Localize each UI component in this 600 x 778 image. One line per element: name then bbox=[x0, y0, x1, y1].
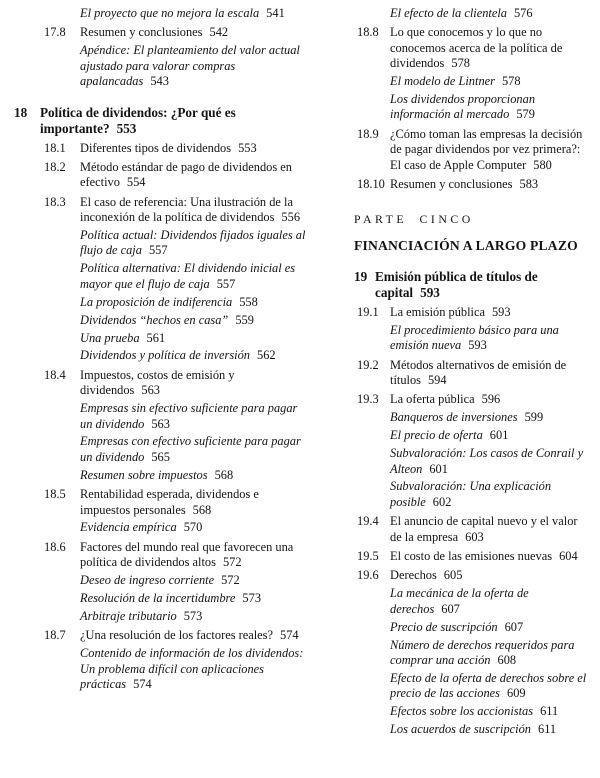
entry-page-number: 607 bbox=[441, 601, 460, 616]
entry-body bbox=[390, 586, 529, 615]
toc-section-entry bbox=[357, 392, 592, 407]
entry-body bbox=[80, 261, 295, 290]
toc-section-entry bbox=[357, 568, 592, 583]
entry-title: Política actual: Dividendos fijados iguales al flujo de caja bbox=[80, 228, 306, 258]
entry-body bbox=[390, 620, 523, 634]
entry-body bbox=[390, 671, 586, 700]
entry-title: El precio de oferta bbox=[390, 428, 483, 443]
entry-title: Efecto de la oferta de derechos sobre el precio de las acciones bbox=[390, 670, 587, 701]
toc-section-entry bbox=[44, 160, 306, 191]
entry-page-number: 573 bbox=[183, 609, 203, 623]
entry-title: Derechos bbox=[390, 568, 437, 583]
toc-sub-entry bbox=[390, 74, 592, 89]
entry-page-number: 580 bbox=[533, 157, 552, 172]
entry-title: Contenido de información de los dividendos: Un problema difícil con aplicaciones prácticas bbox=[80, 646, 304, 692]
entry-body bbox=[390, 305, 592, 320]
entry-body bbox=[354, 238, 578, 253]
toc-section-entry bbox=[44, 540, 306, 571]
entry-title: Los dividendos proporcionan información al mercado bbox=[390, 92, 536, 122]
entry-body bbox=[80, 540, 306, 571]
entry-title: Deseo de ingreso corriente bbox=[80, 573, 215, 588]
entry-body bbox=[390, 410, 543, 424]
entry-title: Resumen sobre impuestos bbox=[80, 467, 208, 482]
entry-page-number: 543 bbox=[150, 74, 169, 89]
entry-page-number: 554 bbox=[126, 175, 146, 190]
entry-title: Emisión pública de títulos de capital bbox=[375, 268, 538, 300]
entry-body bbox=[390, 25, 592, 71]
entry-body bbox=[390, 428, 508, 442]
toc-chapter-entry bbox=[354, 269, 592, 301]
entry-number: 18.4 bbox=[44, 367, 66, 382]
entry-body bbox=[80, 348, 276, 362]
entry-number: 18.3 bbox=[44, 194, 66, 209]
entry-title: Resumen y conclusiones bbox=[390, 177, 513, 192]
entry-body bbox=[80, 331, 165, 345]
entry-page-number: 578 bbox=[501, 74, 521, 89]
entry-title: Lo que conocemos y lo que no conocemos acerca de la política de dividendos bbox=[390, 25, 563, 71]
toc-sub-entry bbox=[390, 722, 592, 737]
entry-page-number: 583 bbox=[519, 177, 539, 192]
entry-title: Precio de suscripción bbox=[390, 619, 498, 634]
entry-number: 19 bbox=[354, 268, 368, 284]
entry-title: ¿Cómo toman las empresas la decisión de pagar dividendos por vez primera?: El caso de Apple Computer bbox=[390, 126, 583, 172]
entry-body bbox=[80, 628, 306, 643]
entry-title: Arbitraje tributario bbox=[80, 609, 177, 623]
entry-page-number: 574 bbox=[280, 628, 299, 643]
entry-title: Factores del mundo real que favorecen una política de dividendos altos bbox=[80, 539, 294, 570]
toc-sub-entry bbox=[80, 6, 306, 21]
entry-title: Método estándar de pago de dividendos en efectivo bbox=[80, 159, 292, 190]
entry-page-number: 557 bbox=[148, 243, 168, 258]
toc-sub-entry bbox=[390, 671, 592, 702]
entry-number: 19.1 bbox=[357, 304, 379, 319]
entry-body bbox=[390, 568, 592, 583]
toc-sub-entry bbox=[80, 609, 306, 624]
entry-number: 17.8 bbox=[44, 25, 66, 40]
entry-body bbox=[390, 479, 551, 508]
entry-page-number: 599 bbox=[524, 410, 544, 425]
toc-section-entry bbox=[357, 514, 592, 545]
toc-sub-entry bbox=[80, 348, 306, 363]
toc-section-entry bbox=[357, 358, 592, 389]
entry-body bbox=[80, 25, 306, 40]
entry-page-number: 562 bbox=[257, 348, 276, 363]
entry-body bbox=[80, 487, 306, 518]
entry-title: El anuncio de capital nuevo y el valor de la empresa bbox=[390, 514, 578, 544]
entry-body bbox=[80, 646, 303, 691]
toc-sub-entry bbox=[80, 401, 306, 432]
entry-page-number: 572 bbox=[221, 573, 240, 588]
entry-body bbox=[354, 212, 474, 226]
entry-body bbox=[390, 722, 556, 736]
entry-title: El caso de referencia: Una ilustración de la inconexión de la política de dividendos bbox=[80, 194, 293, 225]
entry-body bbox=[375, 269, 592, 301]
entry-page-number: 563 bbox=[141, 383, 160, 398]
entry-page-number: 602 bbox=[432, 494, 452, 509]
entry-title: Apéndice: El planteamiento del valor actual ajustado para valorar compras apalancadas bbox=[80, 43, 300, 89]
entry-page-number: 576 bbox=[513, 6, 533, 20]
entry-body bbox=[390, 323, 559, 352]
entry-page-number: 573 bbox=[242, 591, 262, 606]
entry-number: 18.5 bbox=[44, 487, 66, 502]
entry-number: 18.6 bbox=[44, 539, 66, 554]
entry-number: 18.7 bbox=[44, 628, 66, 643]
toc-sub-entry bbox=[80, 331, 306, 346]
entry-number: 18 bbox=[14, 104, 28, 120]
entry-body bbox=[80, 591, 261, 605]
toc-sub-entry bbox=[390, 6, 592, 21]
entry-page-number: 563 bbox=[151, 416, 170, 431]
entry-body bbox=[80, 313, 254, 327]
toc-sub-entry bbox=[80, 295, 306, 310]
toc-section-entry bbox=[44, 368, 306, 399]
entry-number: 18.1 bbox=[44, 140, 66, 155]
toc-column-right bbox=[354, 6, 592, 774]
entry-page-number: 572 bbox=[222, 555, 242, 570]
entry-title: Rentabilidad esperada, dividendos e impuestos personales bbox=[80, 487, 259, 517]
entry-title: El costo de las emisiones nuevas bbox=[390, 549, 553, 564]
entry-body bbox=[390, 177, 592, 192]
entry-title: Empresas con efectivo suficiente para pagar un dividendo bbox=[80, 434, 301, 464]
entry-title: Política de dividendos: ¿Por qué es importante? bbox=[40, 104, 236, 136]
entry-body bbox=[390, 446, 583, 475]
entry-title: PARTE CINCO bbox=[354, 212, 474, 227]
entry-page-number: 607 bbox=[504, 619, 524, 634]
entry-title: ¿Una resolución de los factores reales? bbox=[80, 628, 273, 643]
entry-body bbox=[80, 160, 306, 191]
entry-body bbox=[390, 549, 592, 564]
toc-sub-entry bbox=[80, 573, 306, 588]
entry-body bbox=[80, 43, 300, 88]
toc-sub-entry bbox=[80, 468, 306, 483]
entry-body bbox=[80, 368, 306, 399]
entry-body bbox=[390, 127, 592, 173]
entry-body bbox=[80, 141, 306, 156]
toc-section-entry bbox=[44, 487, 306, 518]
toc-sub-entry bbox=[390, 620, 592, 635]
toc-sub-entry bbox=[80, 313, 306, 328]
entry-page-number: 611 bbox=[538, 722, 557, 737]
toc-sub-entry bbox=[80, 228, 306, 259]
entry-page-number: 568 bbox=[192, 502, 212, 517]
toc-section-entry bbox=[357, 177, 592, 192]
toc-section-entry bbox=[357, 549, 592, 564]
entry-body bbox=[390, 392, 592, 407]
entry-page-number: 541 bbox=[266, 6, 285, 20]
entry-page-number: 593 bbox=[468, 338, 487, 353]
entry-page-number: 593 bbox=[491, 304, 511, 319]
toc-section-entry bbox=[357, 25, 592, 71]
entry-page-number: 578 bbox=[451, 56, 470, 71]
entry-body bbox=[80, 434, 301, 463]
entry-number: 19.3 bbox=[357, 392, 379, 407]
entry-page-number: 559 bbox=[235, 312, 254, 327]
entry-title: Política alternativa: El dividendo inicial es mayor que el flujo de caja bbox=[80, 261, 296, 291]
entry-title: Resolución de la incertidumbre bbox=[80, 591, 236, 606]
toc-section-entry bbox=[357, 305, 592, 320]
entry-title: Una prueba bbox=[80, 330, 140, 345]
toc-sub-entry bbox=[390, 92, 592, 123]
entry-page-number: 556 bbox=[281, 210, 301, 225]
entry-title: Subvaloración: Los casos de Conrail y Alteon bbox=[390, 446, 584, 476]
entry-title: Empresas sin efectivo suficiente para pagar un dividendo bbox=[80, 401, 298, 431]
toc-sub-entry bbox=[80, 43, 306, 89]
toc-sub-entry bbox=[80, 261, 306, 292]
toc-sub-entry bbox=[80, 646, 306, 692]
toc-section-entry bbox=[44, 628, 306, 643]
entry-page-number: 605 bbox=[443, 568, 463, 583]
entry-page-number: 553 bbox=[238, 140, 257, 155]
toc-section-entry bbox=[357, 127, 592, 173]
entry-body bbox=[80, 228, 305, 257]
entry-title: La oferta pública bbox=[390, 392, 475, 407]
entry-number: 19.4 bbox=[357, 514, 379, 529]
entry-page-number: 574 bbox=[133, 677, 152, 692]
entry-title: Dividendos “hechos en casa” bbox=[80, 312, 229, 327]
entry-body bbox=[80, 468, 233, 482]
entry-title: FINANCIACIÓN A LARGO PLAZO bbox=[354, 237, 578, 253]
entry-number: 18.8 bbox=[357, 25, 379, 40]
toc-sub-entry bbox=[80, 520, 306, 535]
toc-sub-entry bbox=[390, 704, 592, 719]
entry-page-number: 601 bbox=[429, 461, 448, 476]
entry-number: 18.10 bbox=[357, 177, 385, 192]
entry-number: 19.5 bbox=[357, 549, 379, 564]
entry-title: El modelo de Lintner bbox=[390, 74, 495, 89]
entry-body bbox=[80, 609, 202, 623]
entry-page-number: 596 bbox=[481, 392, 501, 407]
entry-page-number: 603 bbox=[465, 529, 484, 544]
entry-title: El procedimiento básico para una emisión nueva bbox=[390, 322, 559, 353]
entry-title: Métodos alternativos de emisión de títulos bbox=[390, 357, 567, 387]
entry-body bbox=[80, 573, 240, 587]
entry-title: La emisión pública bbox=[390, 304, 485, 319]
entry-page-number: 565 bbox=[151, 449, 170, 464]
entry-body bbox=[390, 92, 535, 121]
toc-part-entry bbox=[354, 212, 592, 227]
entry-title: La mecánica de la oferta de derechos bbox=[390, 586, 529, 616]
entry-number: 18.9 bbox=[357, 126, 379, 141]
entry-title: Los acuerdos de suscripción bbox=[390, 722, 531, 737]
entry-title: El efecto de la clientela bbox=[390, 6, 507, 20]
entry-title: Efectos sobre los accionistas bbox=[390, 704, 534, 719]
entry-page-number: 568 bbox=[214, 467, 234, 482]
entry-title: Número de derechos requeridos para comprar una acción bbox=[390, 637, 575, 667]
entry-number: 18.2 bbox=[44, 159, 66, 174]
toc-sub-entry bbox=[390, 479, 592, 510]
entry-page-number: 570 bbox=[183, 520, 203, 535]
entry-page-number: 609 bbox=[507, 686, 526, 701]
entry-page-number: 557 bbox=[216, 276, 236, 291]
entry-page-number: 594 bbox=[427, 373, 447, 387]
entry-body bbox=[80, 295, 258, 309]
entry-title: Subvaloración: Una explicación posible bbox=[390, 479, 552, 509]
entry-body bbox=[390, 6, 533, 20]
entry-title: Banqueros de inversiones bbox=[390, 410, 518, 425]
toc-sub-entry bbox=[390, 410, 592, 425]
entry-page-number: 553 bbox=[116, 120, 137, 136]
entry-page-number: 561 bbox=[146, 330, 166, 345]
entry-page-number: 601 bbox=[489, 428, 509, 443]
entry-title: Evidencia empírica bbox=[80, 520, 177, 535]
entry-number: 19.2 bbox=[357, 357, 379, 372]
entry-body bbox=[80, 401, 297, 430]
toc-sub-entry bbox=[80, 591, 306, 606]
toc-sub-entry bbox=[390, 586, 592, 617]
entry-title: La proposición de indiferencia bbox=[80, 294, 233, 309]
entry-page-number: 579 bbox=[516, 107, 535, 122]
toc-chapter-entry bbox=[14, 105, 306, 137]
entry-page-number: 593 bbox=[420, 284, 440, 300]
entry-title: Resumen y conclusiones bbox=[80, 25, 203, 40]
entry-body bbox=[40, 105, 306, 137]
entry-body bbox=[390, 514, 592, 545]
entry-page-number: 542 bbox=[209, 25, 229, 40]
entry-title: Dividendos y política de inversión bbox=[80, 348, 250, 363]
entry-body bbox=[80, 195, 306, 226]
entry-page-number: 608 bbox=[497, 653, 517, 667]
entry-body bbox=[390, 358, 592, 389]
entry-page-number: 604 bbox=[559, 549, 578, 564]
entry-body bbox=[390, 74, 521, 88]
toc-sub-entry bbox=[390, 446, 592, 477]
toc-sub-entry bbox=[80, 434, 306, 465]
toc-section-entry bbox=[44, 141, 306, 156]
entry-body bbox=[80, 520, 202, 534]
entry-body bbox=[390, 638, 574, 667]
entry-body bbox=[390, 704, 558, 718]
entry-page-number: 611 bbox=[540, 704, 559, 719]
entry-body bbox=[80, 6, 285, 20]
entry-title: El proyecto que no mejora la escala bbox=[80, 6, 260, 20]
entry-page-number: 558 bbox=[239, 294, 258, 309]
toc-sub-entry bbox=[390, 428, 592, 443]
entry-number: 19.6 bbox=[357, 568, 379, 583]
entry-title: Impuestos, costos de emisión y dividendos bbox=[80, 367, 235, 398]
toc-section-entry bbox=[44, 25, 306, 40]
entry-title: Diferentes tipos de dividendos bbox=[80, 140, 232, 155]
toc-section-entry bbox=[44, 195, 306, 226]
toc-column-left bbox=[14, 6, 306, 774]
toc-sub-entry bbox=[390, 323, 592, 354]
toc-part-title-entry bbox=[354, 238, 592, 254]
toc-sub-entry bbox=[390, 638, 592, 669]
